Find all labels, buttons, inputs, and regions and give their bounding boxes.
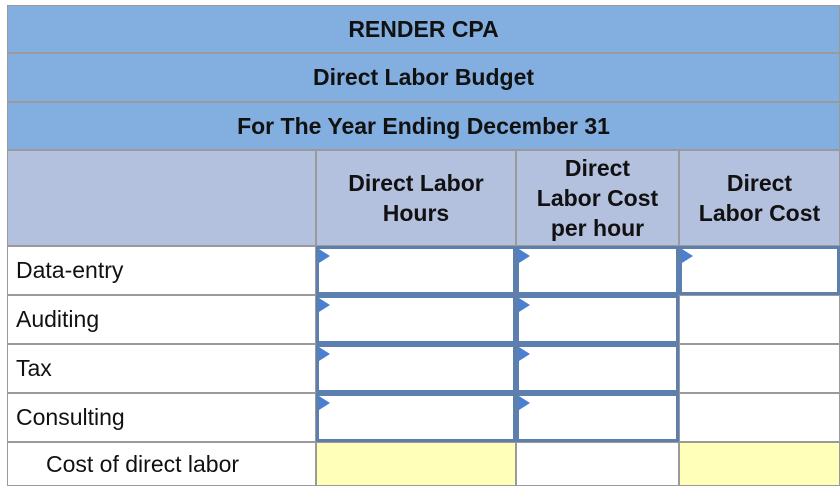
- tax-cost-cell: [679, 344, 840, 393]
- input-marker-icon: [319, 396, 330, 410]
- row-label-cost-of-direct-labor: Cost of direct labor: [7, 442, 316, 486]
- header-direct-labor-hours: Direct Labor Hours: [316, 150, 516, 246]
- data-entry-hours-input[interactable]: [316, 246, 516, 295]
- consulting-hours-input[interactable]: [316, 393, 516, 442]
- header-label-column: [7, 150, 316, 246]
- input-marker-icon: [319, 298, 330, 312]
- data-entry-cost-input[interactable]: [679, 246, 840, 295]
- auditing-cost-cell: [679, 295, 840, 344]
- data-entry-rate-input[interactable]: [516, 246, 679, 295]
- tax-rate-input[interactable]: [516, 344, 679, 393]
- total-hours-input[interactable]: [316, 442, 516, 486]
- auditing-hours-input[interactable]: [316, 295, 516, 344]
- input-marker-icon: [682, 249, 693, 263]
- consulting-rate-input[interactable]: [516, 393, 679, 442]
- auditing-rate-input[interactable]: [516, 295, 679, 344]
- input-marker-icon: [519, 298, 530, 312]
- row-label-data-entry: Data-entry: [7, 246, 316, 295]
- consulting-cost-cell: [679, 393, 840, 442]
- budget-period: For The Year Ending December 31: [7, 102, 840, 150]
- row-label-tax: Tax: [7, 344, 316, 393]
- tax-hours-input[interactable]: [316, 344, 516, 393]
- total-rate-cell: [516, 442, 679, 486]
- input-marker-icon: [519, 249, 530, 263]
- input-marker-icon: [319, 347, 330, 361]
- total-cost-input[interactable]: [679, 442, 840, 486]
- input-marker-icon: [519, 347, 530, 361]
- input-marker-icon: [319, 249, 330, 263]
- row-label-auditing: Auditing: [7, 295, 316, 344]
- company-name: RENDER CPA: [7, 5, 840, 53]
- input-marker-icon: [519, 396, 530, 410]
- header-direct-labor-cost-per-hour: Direct Labor Cost per hour: [516, 150, 679, 246]
- row-label-consulting: Consulting: [7, 393, 316, 442]
- budget-title: Direct Labor Budget: [7, 53, 840, 102]
- header-direct-labor-cost: Direct Labor Cost: [679, 150, 840, 246]
